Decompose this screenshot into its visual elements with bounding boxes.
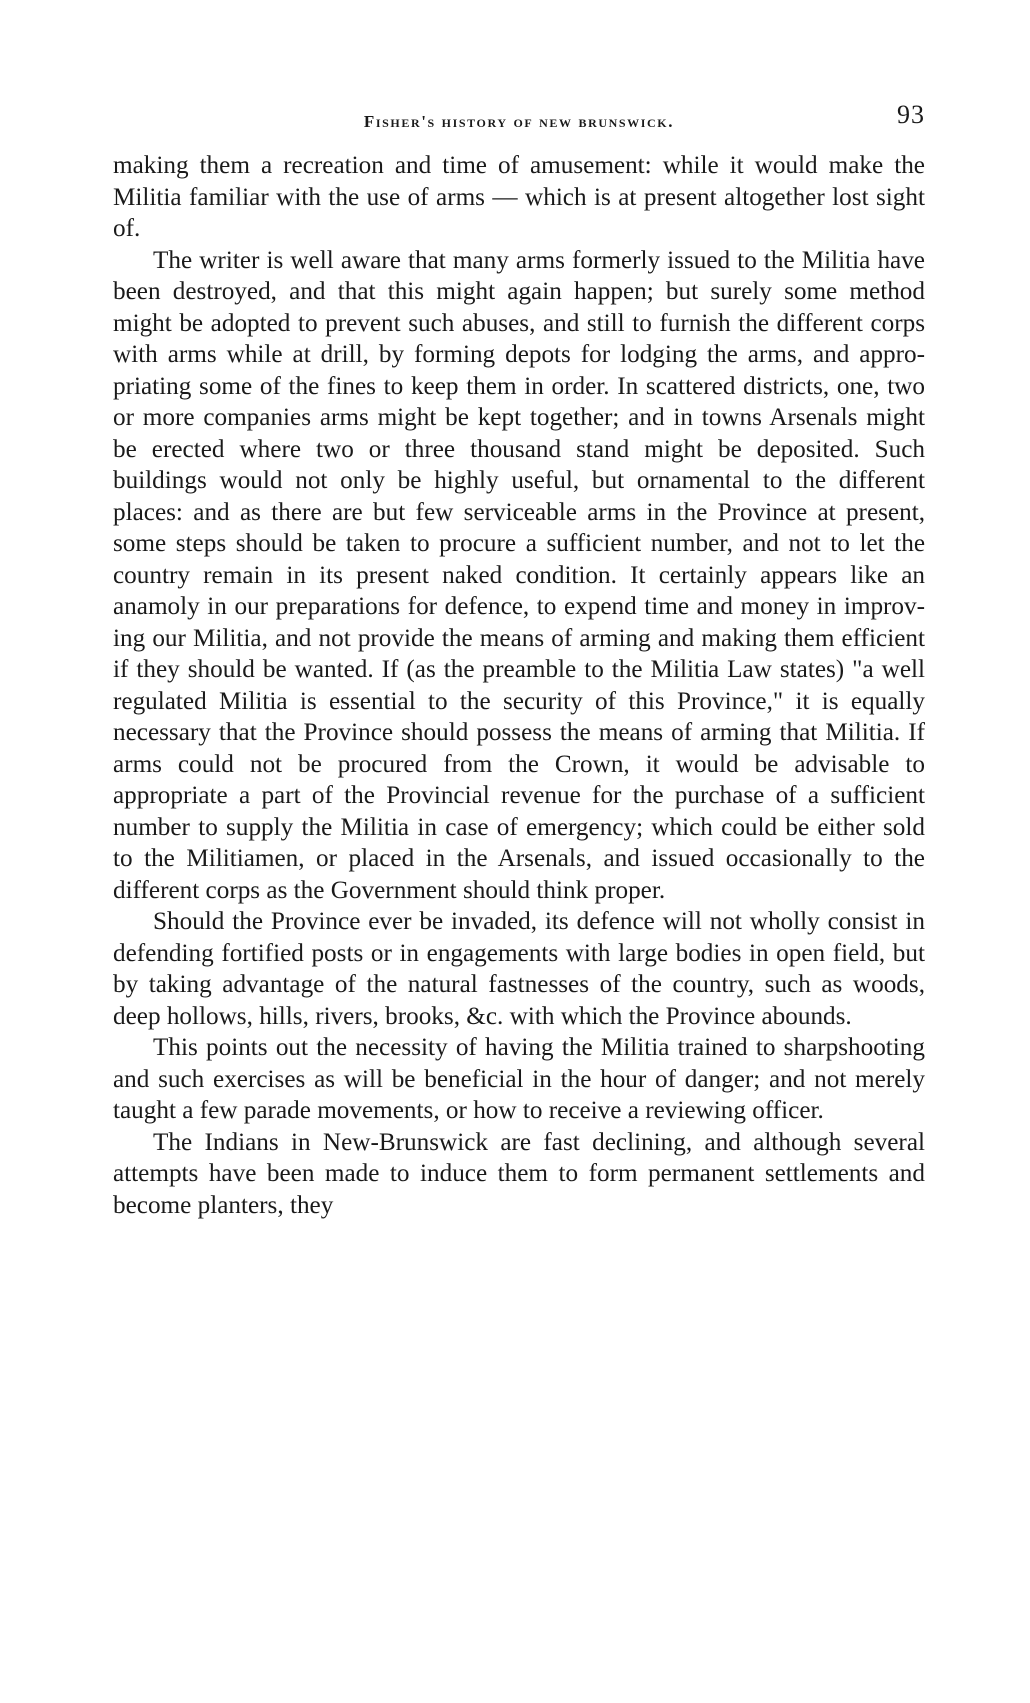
paragraph-arms-depots: The writer is well aware that many arms formerly issued to the Militia have been destroyed, and that this might again happen; but surely some method might be adopted to prevent such abuses, and still to furnish the different corps with arms while at drill, by forming depots for lodging the arms, and appropriating some of the fines to keep them in order. In scattered districts, one, two or more companies arms might be kept together; and in towns Arsenals might be erected where two or three thousand stand might be deposited. Such buildings would not only be highly useful, but ornamental to the different places: and as there are but few serviceable arms in the Province at present, some steps should be taken to procure a sufficient number, and not to let the country remain in its present naked condition. It certainly appears like an anamoly in our preparations for defence, to expend time and money in improving our Militia, and not provide the means of arming and making them efficient if they should be wanted. If (as the preamble to the Militia Law states) "a well regulated Militia is essential to the security of this Province," it is equally necessary that the Province should possess the means of arming that Militia. If arms could not be procured from the Crown, it would be advisable to appropriate a part of the Provincial revenue for the purchase of a sufficient number to supply the Militia in case of emergency; which could be either sold to the Militiamen, or placed in the Arsenals, and issued occasionally to the different corps as the Government should think proper.	[113, 246, 925, 904]
paragraph-sharpshooting: This points out the necessity of having the Militia trained to sharpshooting and such exercises as will be beneficial in the hour of danger; and not merely taught a few parade movements, or how to receive a reviewing officer.	[113, 1034, 925, 1124]
page-number: 93	[897, 100, 925, 129]
running-head	[113, 100, 925, 134]
running-title: Fisher's history of new brunswick.	[363, 112, 675, 131]
body-text	[113, 150, 925, 1221]
paragraph-indians: The Indians in New-Brunswick are fast declining, and although several attempts have been made to induce them to form permanent settlements and become planters, they	[113, 1128, 925, 1219]
paragraph-continued: making them a recreation and time of amusement: while it would make the Militia familiar with the use of arms — which is at present altogether lost sight of.	[113, 152, 925, 242]
paragraph-province-invaded: Should the Province ever be invaded, its defence will not wholly consist in defending fortified posts or in engagements with large bodies in open field, but by taking advantage of the natural fastnesses of the country, such as woods, deep hollows, hills, rivers, brooks, &c. with which the Province abounds.	[113, 908, 925, 1030]
